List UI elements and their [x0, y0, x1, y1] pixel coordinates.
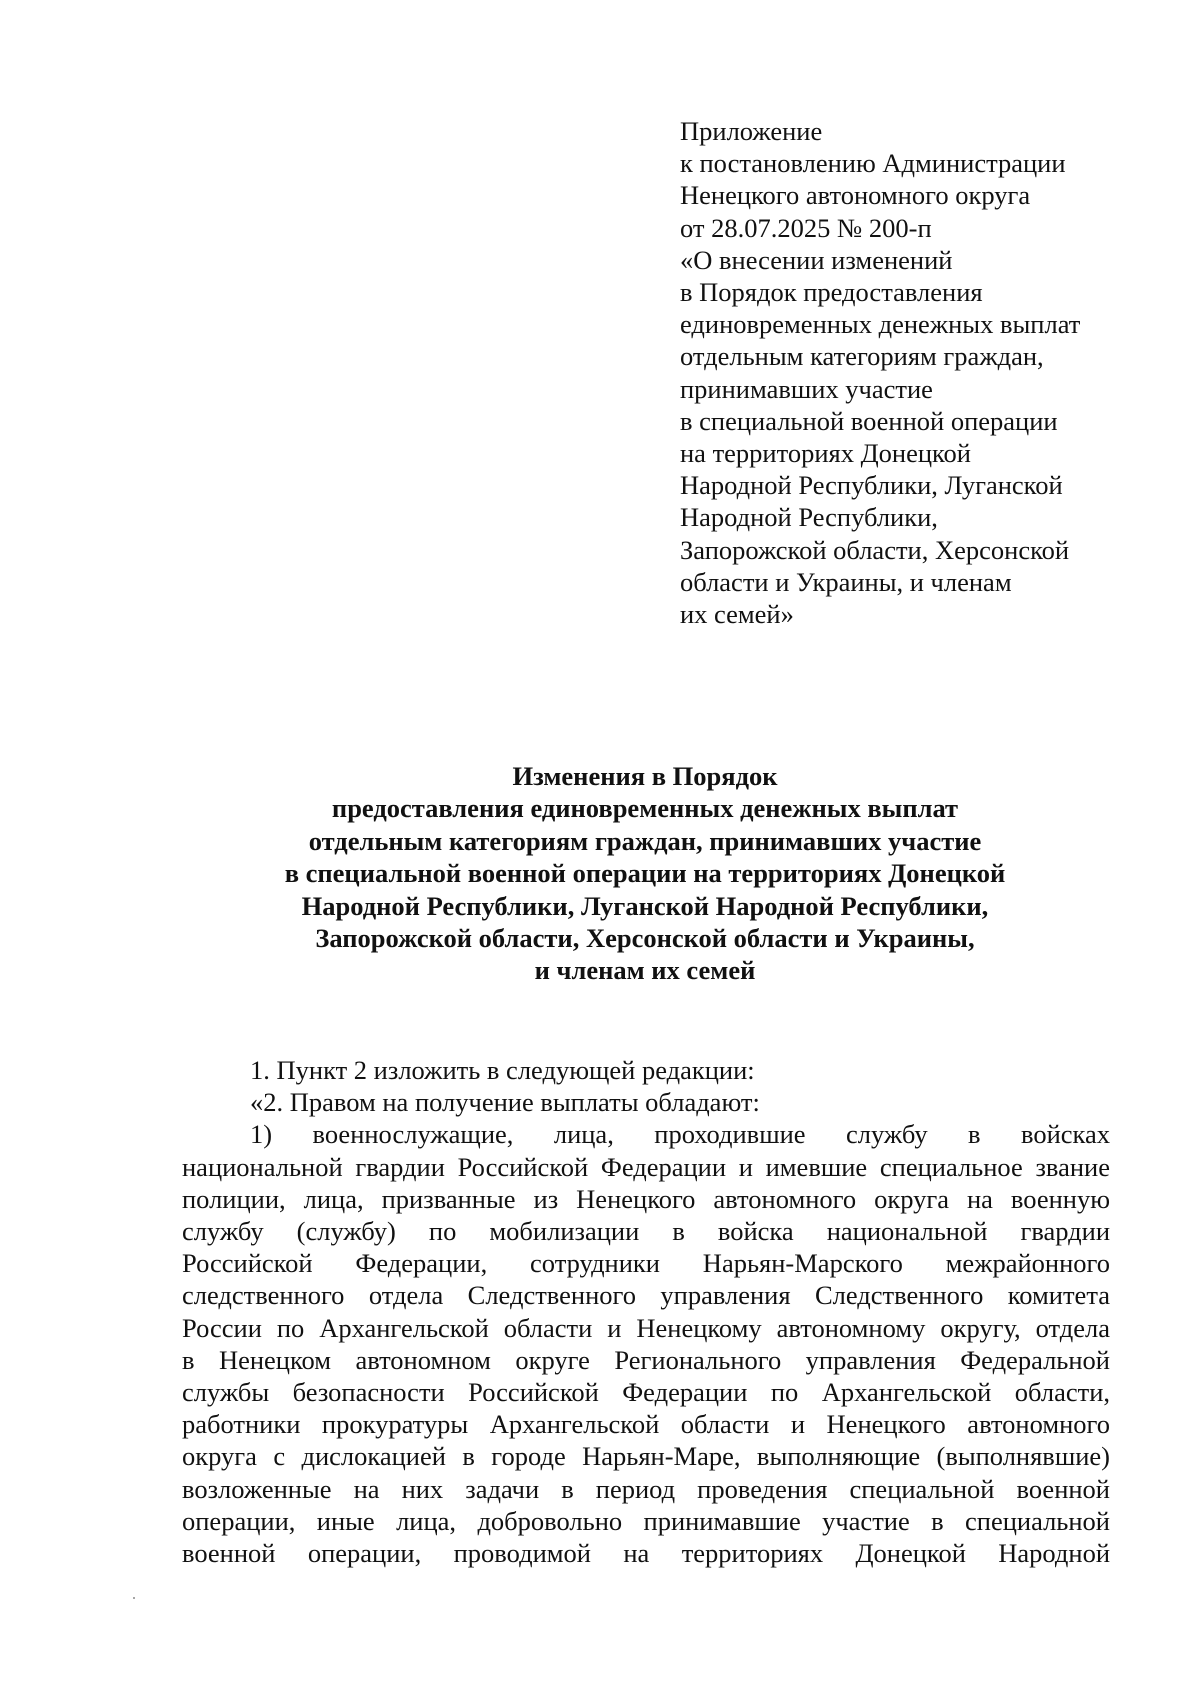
body-line: возложенные на них задачи в период проведения специальной военной — [182, 1473, 1110, 1504]
title-line: Запорожской области, Херсонской области и Украины, — [315, 923, 975, 954]
title-line: предоставления единовременных денежных выплат — [331, 793, 959, 824]
document-title — [180, 760, 1110, 987]
subparagraph-1-line: 1) военнослужащие, лица, проходившие службу в войсках — [250, 1119, 1110, 1150]
body-line: военной операции, проводимой на территориях Донецкой Народной — [182, 1538, 1110, 1569]
body-line: следственного отдела Следственного управления Следственного комитета — [182, 1280, 1110, 1311]
title-line: Народной Республики, Луганской Народной Республики, — [301, 890, 989, 921]
paragraph-item-1: 1. Пункт 2 изложить в следующей редакции: — [250, 1055, 755, 1085]
title-line: Изменения в Порядок — [512, 761, 778, 791]
body-line: полиции, лица, призванные из Ненецкого автономного округа на военную — [182, 1183, 1110, 1214]
body-line: Российской Федерации, сотрудники Нарьян-Марского межрайонного — [182, 1248, 1110, 1279]
annex-line: принимавших участие — [680, 373, 933, 404]
title-line: и членам их семей — [534, 955, 756, 986]
paragraph-quote-start: «2. Правом на получение выплаты обладают: — [250, 1087, 760, 1118]
annex-line: Запорожской области, Херсонской — [680, 534, 1070, 565]
annex-line: отдельным категориям граждан, — [680, 341, 1044, 372]
body-line: округа с дислокацией в городе Нарьян-Маре, выполняющие (выполнявшие) — [182, 1441, 1110, 1472]
annex-line: Ненецкого автономного округа — [680, 180, 1031, 211]
annex-line: от 28.07.2025 № 200-п — [680, 212, 932, 243]
annex-line: Приложение — [680, 116, 823, 146]
annex-line: единовременных денежных выплат — [680, 309, 1081, 340]
body-line: России по Архангельской области и Ненецкому автономному округу, отдела — [182, 1312, 1110, 1343]
scan-speck — [133, 1597, 135, 1599]
annex-line: на территориях Донецкой — [680, 438, 971, 469]
body-line: национальной гвардии Российской Федерации и имевшие специальное звание — [182, 1151, 1110, 1182]
annex-line: их семей» — [680, 599, 794, 630]
annex-line: в специальной военной операции — [680, 405, 1058, 436]
annex-line: к постановлению Администрации — [680, 148, 1066, 179]
body-line: службу (службу) по мобилизации в войска национальной гвардии — [182, 1216, 1110, 1247]
body-line: работники прокуратуры Архангельской области и Ненецкого автономного — [182, 1409, 1110, 1440]
title-line: в специальной военной операции на территориях Донецкой — [284, 858, 1006, 889]
annex-line: «О внесении изменений — [680, 244, 953, 275]
annex-line: области и Украины, и членам — [680, 566, 1012, 597]
annex-line: Народной Республики, — [680, 502, 938, 533]
annex-line: Народной Республики, Луганской — [680, 470, 1063, 501]
annex-header — [680, 115, 1120, 630]
body-text — [182, 1054, 1110, 1569]
body-line: операции, иные лица, добровольно принимавшие участие в специальной — [182, 1505, 1110, 1536]
body-line: службы безопасности Российской Федерации по Архангельской области, — [182, 1377, 1110, 1408]
annex-line: в Порядок предоставления — [680, 277, 983, 308]
title-line: отдельным категориям граждан, принимавших участие — [308, 825, 982, 856]
body-line: в Ненецком автономном округе Регионального управления Федеральной — [182, 1344, 1110, 1375]
